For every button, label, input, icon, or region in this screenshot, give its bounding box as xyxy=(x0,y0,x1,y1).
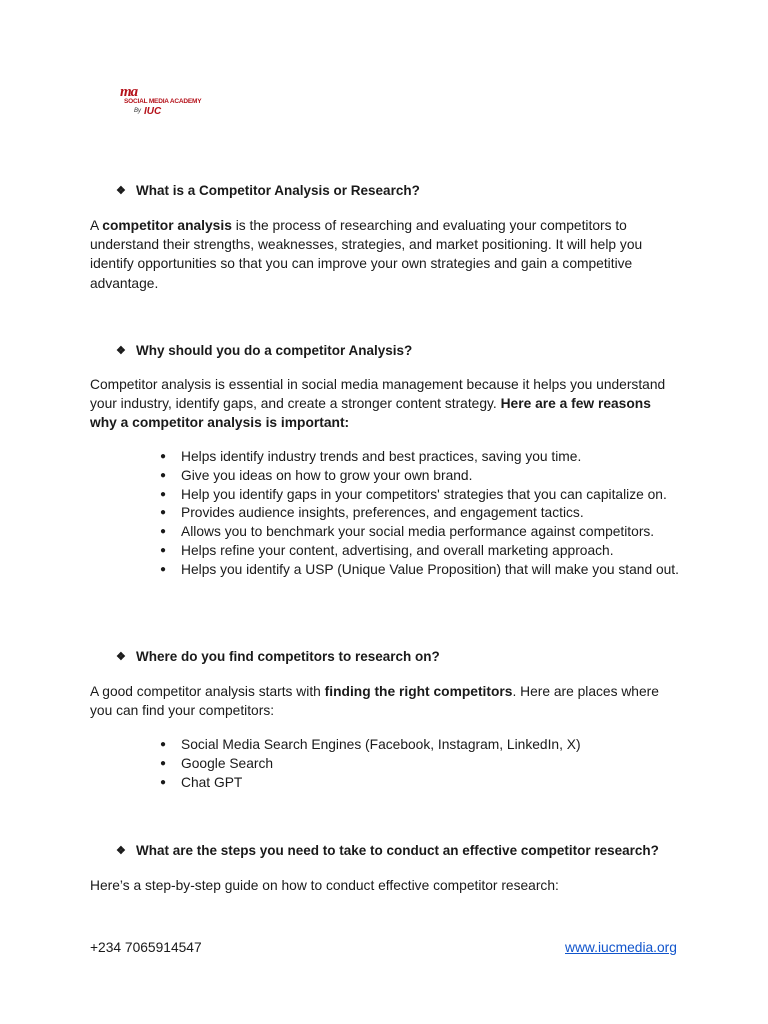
places-list xyxy=(160,736,680,792)
heading-what-is: ❖ What is a Competitor Analysis or Research? xyxy=(116,183,420,198)
heading-steps: ❖ What are the steps you need to take to conduct an effective competitor research? xyxy=(116,843,659,858)
paragraph-what-is: A competitor analysis is the process of researching and evaluating your competitors to understand their strengths, weaknesses, strategies, and market positioning. It will help you identify opportunities so that you can improve your own strategies and gain a competitive advantage. xyxy=(90,218,643,291)
list-item: ● Helps you identify a USP (Unique Value Proposition) that will make you stand out. xyxy=(160,561,680,580)
diamond-bullet-icon: ❖ xyxy=(116,845,126,857)
paragraph-steps: Here’s a step-by-step guide on how to conduct effective competitor research: xyxy=(90,878,559,893)
diamond-bullet-icon: ❖ xyxy=(116,345,126,357)
reasons-list xyxy=(160,448,680,580)
logo-brand: IUC xyxy=(144,106,162,117)
list-item: ● Allows you to benchmark your social media performance against competitors. xyxy=(160,523,680,542)
paragraph-where: A good competitor analysis starts with finding the right competitors. Here are places where you can find your competitors: xyxy=(90,684,659,719)
heading-why: ❖ Why should you do a competitor Analysis? xyxy=(116,343,413,358)
logo-name: SOCIAL MEDIA ACADEMY xyxy=(124,98,202,105)
footer-phone: +234 7065914547 xyxy=(90,940,202,955)
list-item: ● Provides audience insights, preferences, and engagement tactics. xyxy=(160,504,680,523)
paragraph-why: Competitor analysis is essential in social media management because it helps you understand your industry, identify gaps, and create a stronger content strategy. Here are a few reasons why a competitor analysis is important: xyxy=(90,377,666,431)
list-item: ● Help you identify gaps in your competitors' strategies that you can capitalize on. xyxy=(160,486,680,505)
list-item: ● Google Search xyxy=(160,755,680,774)
list-item: ● Give you ideas on how to grow your own brand. xyxy=(160,467,680,486)
list-item: ● Chat GPT xyxy=(160,774,680,793)
logo-mark: ma xyxy=(120,84,138,100)
diamond-bullet-icon: ❖ xyxy=(116,185,126,197)
list-item: ● Helps refine your content, advertising, and overall marketing approach. xyxy=(160,542,680,561)
heading-where: ❖ Where do you find competitors to research on? xyxy=(116,649,440,664)
logo-by: By xyxy=(134,108,142,114)
list-item: ● Helps identify industry trends and best practices, saving you time. xyxy=(160,448,680,467)
list-item: ● Social Media Search Engines (Facebook, Instagram, LinkedIn, X) xyxy=(160,736,680,755)
diamond-bullet-icon: ❖ xyxy=(116,651,126,663)
website-link[interactable]: www.iucmedia.org xyxy=(565,940,677,955)
academy-logo xyxy=(118,84,202,122)
